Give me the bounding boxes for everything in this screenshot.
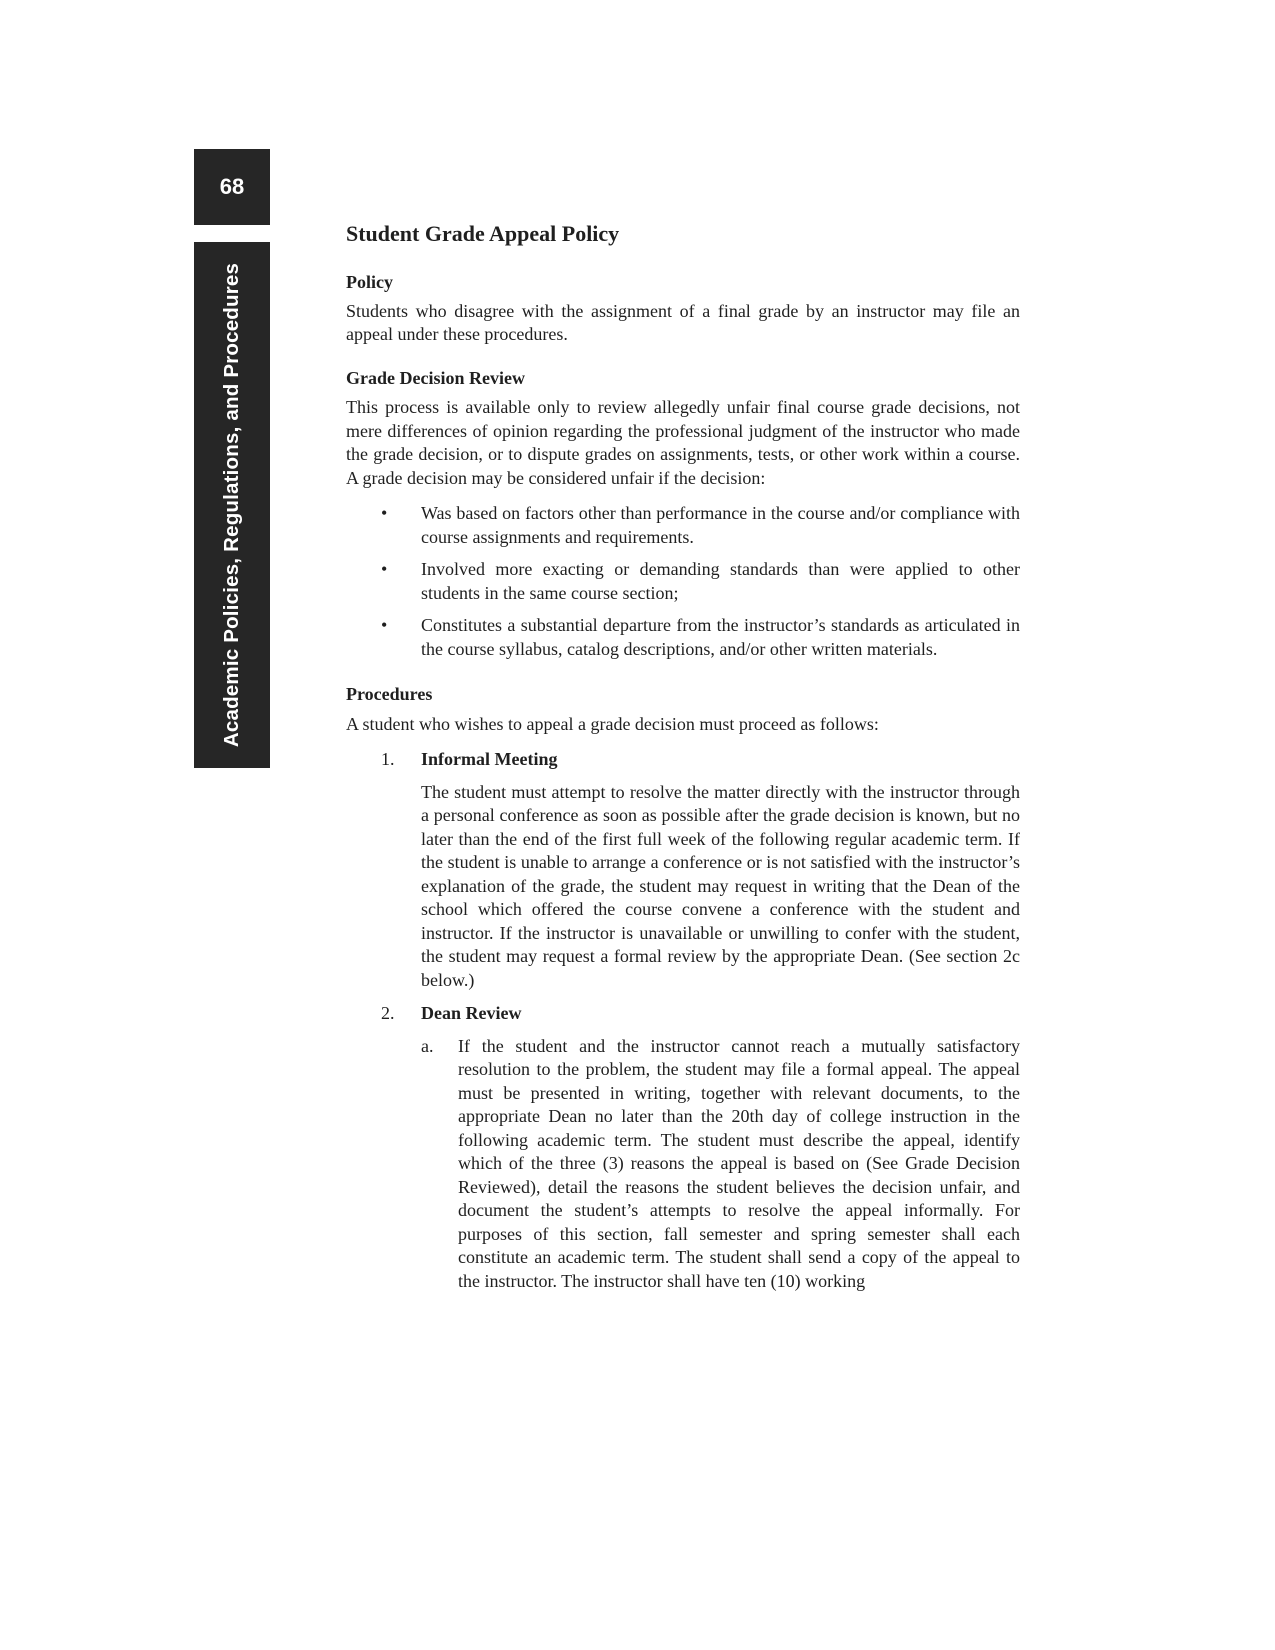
bullet-icon: • (381, 559, 388, 580)
step-number: 1. (381, 749, 395, 770)
page-number-tab (194, 149, 270, 225)
page-number: 68 (219, 174, 245, 199)
list-item-text: Was based on factors other than performance in the course and/or compliance with course assignments and requirements. (421, 503, 1020, 547)
list-item (381, 558, 1020, 605)
section-side-label: Academic Policies, Regulations, and Procedures (220, 262, 243, 748)
procedure-step (381, 748, 1020, 992)
section-side-tab (194, 242, 270, 768)
step-title: Dean Review (421, 1003, 522, 1024)
step-text: The student must attempt to resolve the matter directly with the instructor through a personal conference as soon as possible after the grade decision is known, but no later than the end of the first full week of the following regular academic term. If the student is unable to arrange a conference or is not satisfied with the instructor’s explanation of the grade, the student may request in writing that the Dean of the school which offered the course convene a conference with the student and instructor. If the instructor is unavailable or unwilling to confer with the student, the student may request a formal review by the appropriate Dean. (See section 2c below.) (421, 781, 1020, 990)
procedure-steps (346, 748, 1020, 1293)
procedures-heading: Procedures (346, 684, 433, 705)
page-title: Student Grade Appeal Policy (346, 221, 620, 246)
step-number: 2. (381, 1003, 395, 1024)
step-title: Informal Meeting (421, 749, 558, 770)
unfair-criteria-list (346, 502, 1020, 661)
review-heading: Grade Decision Review (346, 367, 525, 388)
sub-step-text: If the student and the instructor cannot reach a mutually satisfactory resolution to the problem, the student may file a formal appeal. The appeal must be presented in writing, together with relevant documents, to the appropriate Dean no later than the 20th day of college instruction in the following academic term. The student must describe the appeal, identify which of the three (3) reasons the appeal is based on (See Grade Decision Reviewed), detail the reasons the student believes the decision unfair, and document the student’s attempts to resolve the appeal informally. For purposes of this section, fall semester and spring semester shall each constitute an academic term. The student shall send a copy of the appeal to the instructor. The instructor shall have ten (10) working (458, 1035, 1020, 1291)
list-item-text: Constitutes a substantial departure from the instructor’s standards as articulated in the course syllabus, catalog descriptions, and/or other written materials. (421, 615, 1020, 659)
policy-text: Students who disagree with the assignment of a final grade by an instructor may file an appeal under these procedures. (346, 300, 1020, 345)
sub-steps (421, 1035, 1020, 1294)
sub-step (421, 1035, 1020, 1294)
sub-step-label: a. (421, 1035, 434, 1056)
list-item (381, 502, 1020, 549)
review-text: This process is available only to review allegedly unfair final course grade decisions, not mere differences of opinion regarding the professional judgment of the instructor who made the grade decision, or to dispute grades on assignments, tests, or other work within a course. A grade decision may be considered unfair if the decision: (346, 397, 1020, 488)
procedure-step (381, 1002, 1020, 1293)
bullet-icon: • (381, 503, 388, 524)
document-content (346, 220, 1020, 1303)
bullet-icon: • (381, 615, 388, 636)
list-item-text: Involved more exacting or demanding standards than were applied to other students in the same course section; (421, 559, 1020, 603)
list-item (381, 614, 1020, 661)
procedures-intro: A student who wishes to appeal a grade decision must proceed as follows: (346, 713, 879, 734)
policy-heading: Policy (346, 271, 393, 292)
